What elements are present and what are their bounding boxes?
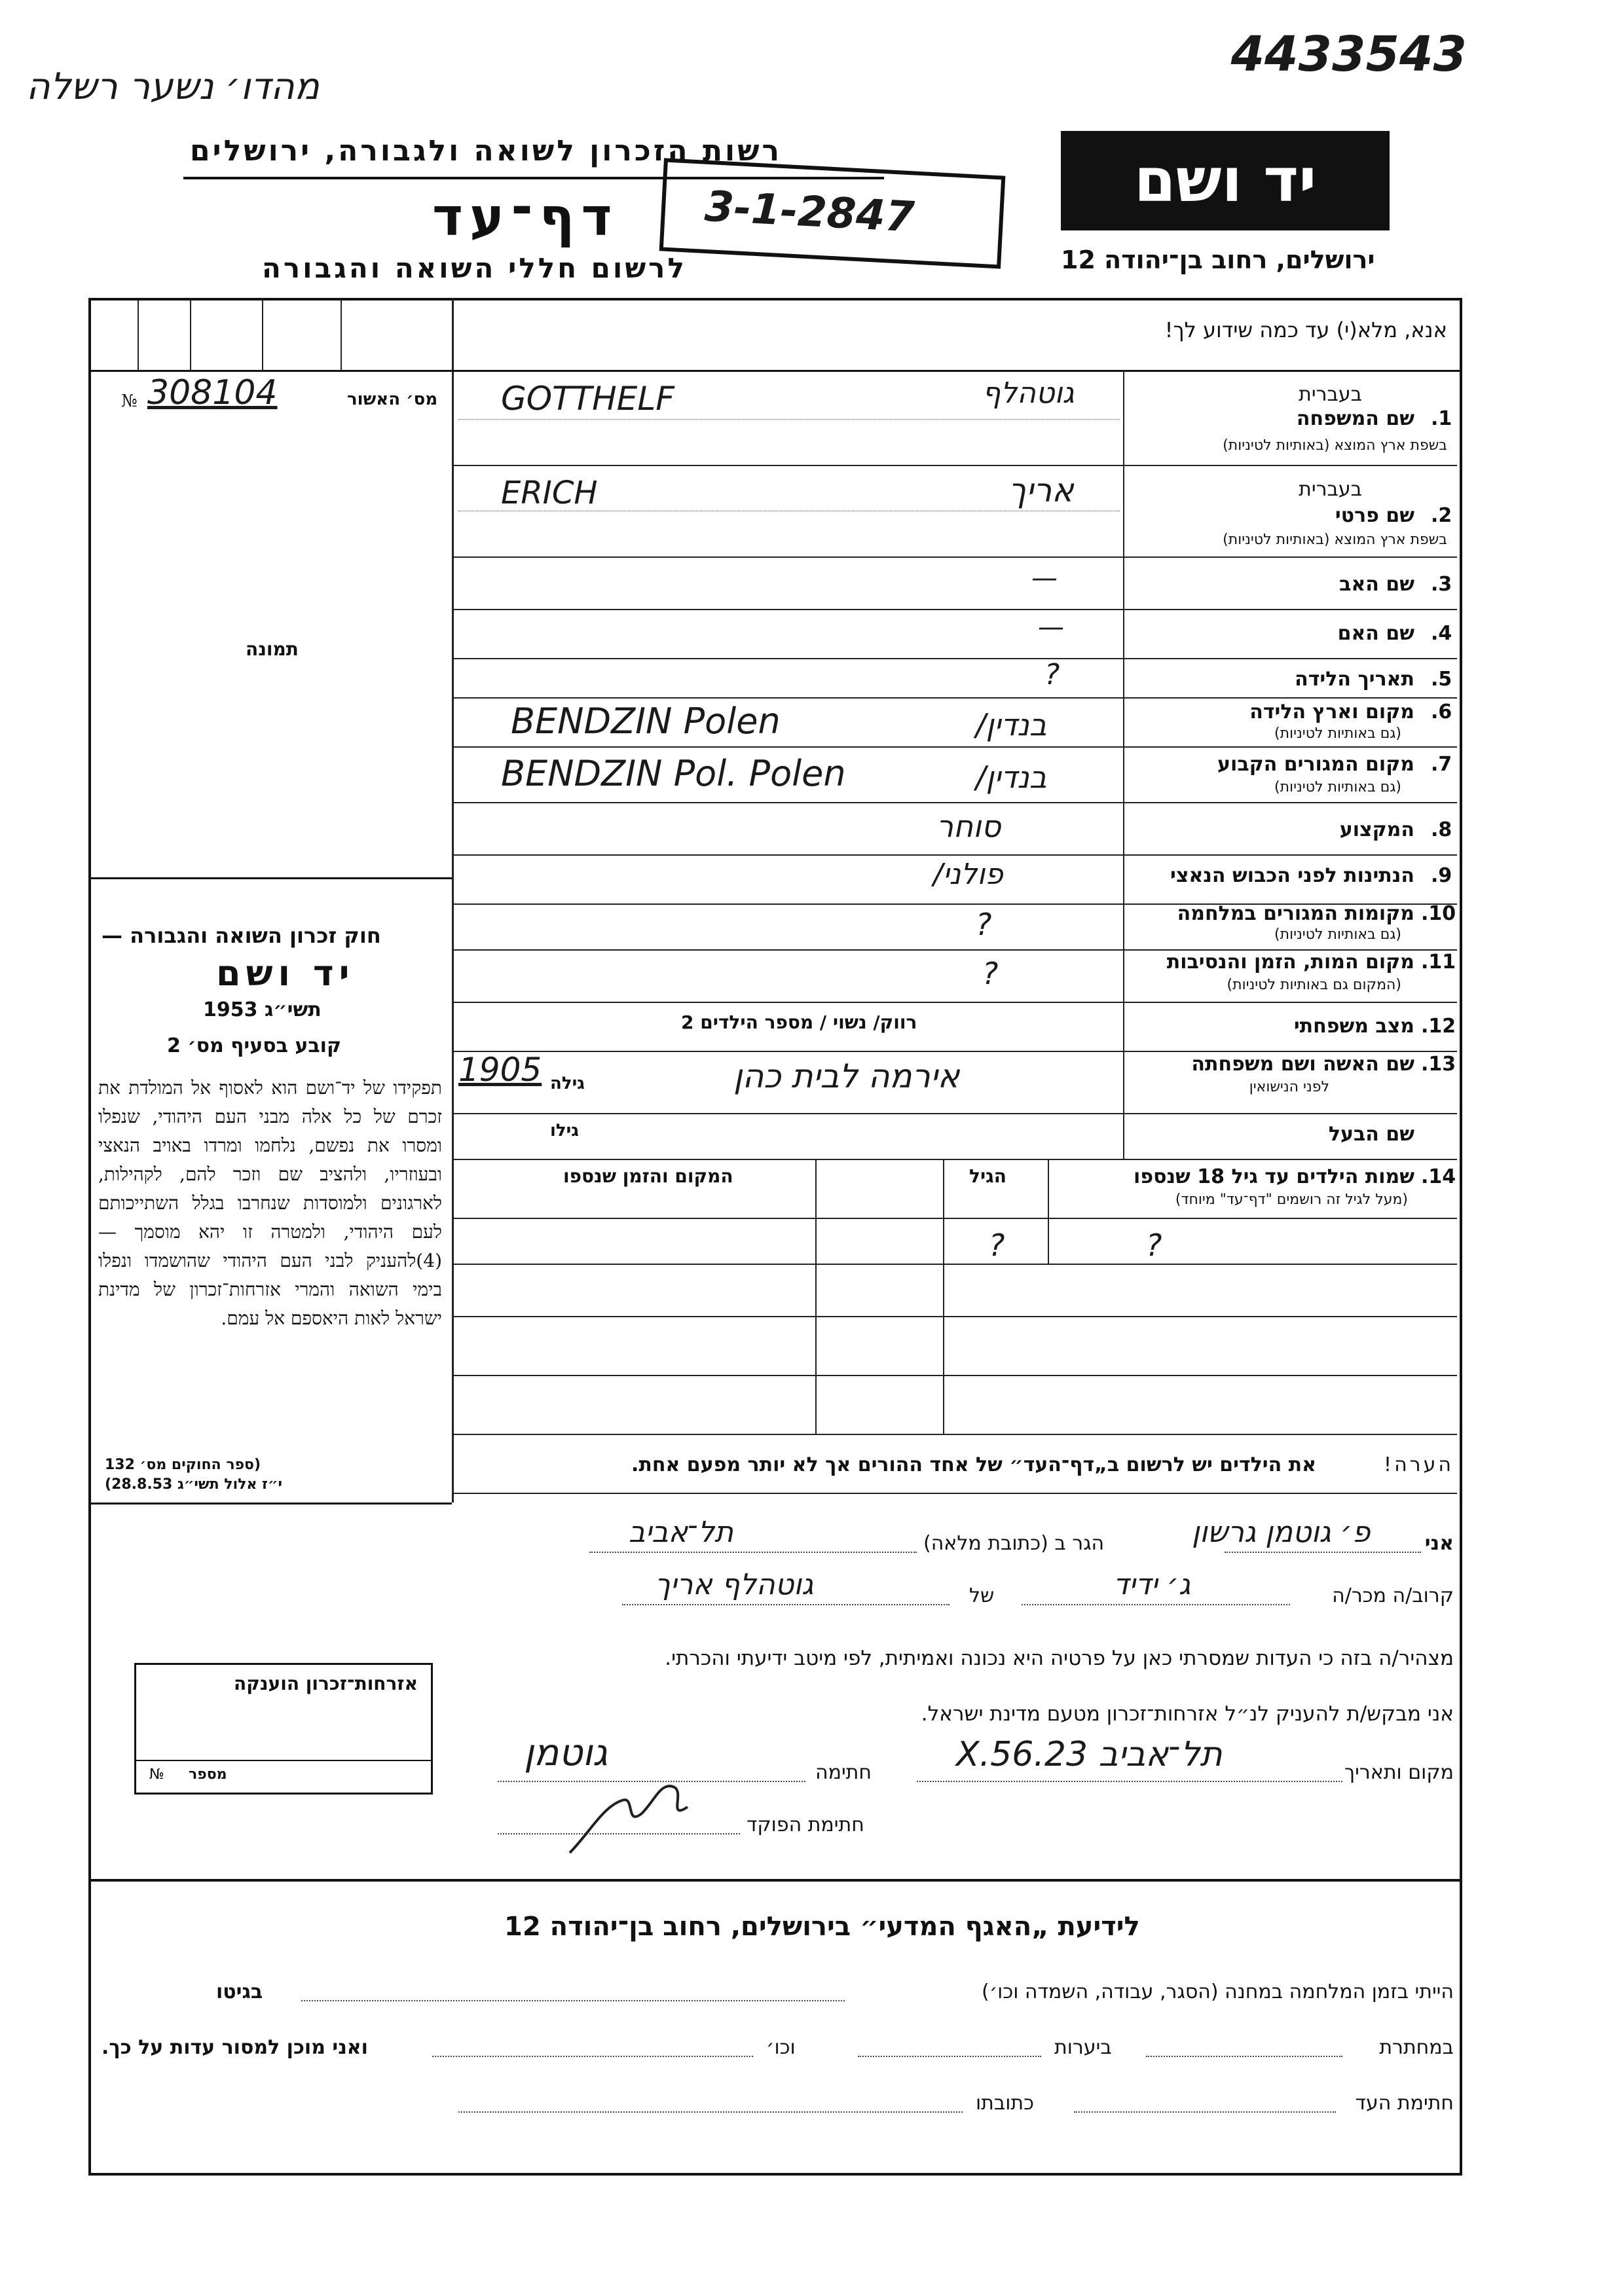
field-13-label: שם האשה ושם משפחתה xyxy=(1191,1053,1414,1076)
field-8-label: המקצוע xyxy=(1339,818,1414,841)
law-clause: קובע בסעיף מס׳ 2 xyxy=(167,1034,342,1057)
yad-vashem-logo: יד ושם xyxy=(1061,131,1390,230)
field-9-value: פולני/ xyxy=(933,858,1003,891)
field-6-num: 6. xyxy=(1431,701,1452,723)
field-7-value-heb: בנדין/ xyxy=(976,759,1047,795)
field-7-label: מקום המגורים הקבוע xyxy=(1217,753,1414,776)
field-14-num: 14. xyxy=(1421,1165,1456,1188)
field-13-age: 1905 xyxy=(458,1051,542,1089)
field-7-value-lat: BENDZIN Pol. Polen xyxy=(501,753,846,794)
field-1-heb-tag: בעברית xyxy=(1299,383,1362,406)
field-7-sub: (גם באותיות לטיניות) xyxy=(1274,779,1401,795)
cert-label: מס׳ האשור xyxy=(347,390,438,409)
field-9-label: הנתינות לפני הכבוש הנאצי xyxy=(1170,864,1414,887)
field-14-label: שמות הילדים עד גיל 18 שנספו xyxy=(1134,1165,1414,1188)
field-14-sub: (מעל לגיל זה רושמים "דף־עד" מיוחד) xyxy=(1175,1192,1408,1208)
bottom-line3-a: חתימת העד xyxy=(1355,2092,1454,2115)
field-13-age-label: גילה xyxy=(550,1074,585,1093)
field-2-sub: בשפת ארץ המוצא (באותיות לטיניות) xyxy=(1223,532,1447,548)
bottom-line2-b: ביערות xyxy=(1054,2036,1112,2059)
law-title: חוק זכרון השואה והגבורה — xyxy=(101,923,381,948)
citizenship-no-label: מספר xyxy=(189,1766,227,1783)
bottom-line2-d: ואני מוכן למסור עדות על כך. xyxy=(101,2036,368,2059)
law-ref-2: י״ז אלול תשי״ג 28.8.53) xyxy=(105,1476,283,1493)
law-year: תשי״ג 1953 xyxy=(203,998,322,1021)
field-13-sub: לפני הנישואין xyxy=(1249,1079,1329,1095)
field-3-num: 3. xyxy=(1431,573,1452,596)
field-10-value: ? xyxy=(976,907,992,942)
cert-number: 308104 xyxy=(147,373,278,412)
decl-relation-label: קרוב/ה מכר/ה xyxy=(1332,1584,1454,1607)
field-2-label: שם פרטי xyxy=(1335,504,1414,527)
field-10-sub: (גם באותיות לטיניות) xyxy=(1274,926,1401,943)
decl-place-date-label: מקום ותאריך xyxy=(1344,1761,1454,1784)
field-6-value-heb: בנדין/ xyxy=(976,707,1047,742)
field-13-value: אירמה לבית כהן xyxy=(733,1057,960,1095)
field-3-label: שם האב xyxy=(1339,573,1414,596)
archive-number: 4433543 xyxy=(1230,26,1467,82)
field-2-heb-tag: בעברית xyxy=(1299,478,1362,501)
field-1-sub: בשפת ארץ המוצא (באותיות לטיניות) xyxy=(1223,437,1447,454)
decl-signature-value: גוטמן xyxy=(524,1732,608,1774)
decl-i-label: אני xyxy=(1424,1532,1454,1555)
intro-text: אנא, מלא(י) עד כמה שידוע לך! xyxy=(1164,318,1447,342)
field-husband-label: שם הבעל xyxy=(1328,1123,1414,1146)
field-husband-age-label: גילו xyxy=(550,1121,579,1140)
field-1-value-heb: גוטהלף xyxy=(982,376,1075,410)
field-13-num: 13. xyxy=(1421,1053,1456,1076)
field-12-label: מצב משפחתי xyxy=(1293,1015,1414,1038)
decl-signature-label: חתימה xyxy=(815,1761,872,1784)
bottom-line1-a: הייתי בזמן המלחמה במחנה (הסגר, עבודה, השמדה וכו׳) xyxy=(981,1980,1454,2003)
field-10-num: 10. xyxy=(1421,902,1456,925)
decl-resides-value: תל־אביב xyxy=(629,1516,733,1549)
field-9-num: 9. xyxy=(1431,864,1452,887)
citizenship-box xyxy=(134,1663,433,1795)
stamp-number: 3-1-2847 xyxy=(703,182,916,242)
decl-i-value: פ׳ גוטמן גרשון xyxy=(1192,1516,1371,1549)
field-1-num: 1. xyxy=(1431,407,1452,430)
field-14-child-age: ? xyxy=(989,1228,1005,1263)
law-name: יד ושם xyxy=(216,953,355,994)
field-1-label: שם המשפחה xyxy=(1296,407,1414,430)
decl-declare-text: מצהיר/ה בזה כי העדות שמסרתי כאן על פרטיה היא נכונה ואמיתית, לפי מיטב ידיעתי והכרתי. xyxy=(665,1647,1454,1670)
field-1-value-lat: GOTTHELF xyxy=(501,380,674,418)
field-6-value-lat: BENDZIN Polen xyxy=(511,701,781,742)
field-14-col-place: המקום והזמן שנספו xyxy=(563,1165,733,1187)
citizenship-no-prefix: № xyxy=(149,1766,164,1783)
field-11-sub: (המקום גם באותיות לטיניות) xyxy=(1227,977,1401,993)
field-4-label: שם האם xyxy=(1337,622,1414,645)
photo-label: תמונה xyxy=(246,638,299,660)
field-6-label: מקום וארץ הלידה xyxy=(1249,701,1414,723)
field-11-label: מקום המות, הזמן והנסיבות xyxy=(1166,951,1414,974)
top-left-note: מהדו׳ נשער רשלה xyxy=(26,65,320,108)
note-label: הערה! xyxy=(1384,1453,1454,1476)
field-8-value: סוחר xyxy=(936,809,1001,844)
decl-relation-value: ג׳ ידיד xyxy=(1113,1568,1191,1601)
field-5-label: תאריך הלידה xyxy=(1295,668,1414,691)
field-6-sub: (גם באותיות לטיניות) xyxy=(1274,725,1401,742)
bottom-line2-c: וכו׳ xyxy=(766,2036,796,2059)
stamp xyxy=(659,158,1006,268)
field-2-value-lat: ERICH xyxy=(501,475,598,511)
address: ירושלים, רחוב בן־יהודה 12 xyxy=(1061,246,1375,274)
decl-place-date-value: תל־אביב 23.X.56 xyxy=(956,1735,1223,1774)
field-12-value: רווק/ נשוי / מספר הילדים 2 xyxy=(681,1011,917,1033)
field-3-value: — xyxy=(1031,563,1058,593)
citizenship-title: אזרחות־זכרון הוענקה xyxy=(234,1673,418,1694)
field-8-num: 8. xyxy=(1431,818,1452,841)
decl-official-label: חתימת הפוקד xyxy=(747,1813,864,1836)
decl-resides-label: הגר ב (כתובת מלאה) xyxy=(923,1532,1105,1555)
page-subtitle: לרשום חללי השואה והגבורה xyxy=(262,252,687,284)
law-text: תפקידו של יד־ושם הוא לאסוף אל המולדת את זכרם של כל אלה מבני העם היהודי, שנפלו ומסרו את נפשם, נלחמו ומרדו באויב הנאצי ובעוזריו, ולהציב שם וזכר להם, לקהילות, לארגונים ולמוסדות שנחרבו בגלל השתייכותם לעם היהודי, ולמטרה זו יהא מוסמך — (4)להעניק לבני העם היהודי שהושמדו ונפלו בימי השואה והמרי אזרחות־זכרון של מדינת ישראל לאות היאספם אל עמם. xyxy=(98,1077,442,1329)
bottom-line3-b: כתובתו xyxy=(976,2092,1034,2115)
field-10-label: מקומות המגורים במלחמה xyxy=(1177,902,1414,925)
decl-of-value: גוטהלף אריך xyxy=(655,1568,814,1601)
field-2-value-heb: אריך xyxy=(1008,471,1074,509)
field-7-num: 7. xyxy=(1431,753,1452,776)
field-2-num: 2. xyxy=(1431,504,1452,527)
bottom-line1-b: בגיטו xyxy=(216,1980,263,2003)
field-4-value: — xyxy=(1038,612,1064,642)
official-signature-scribble xyxy=(563,1761,694,1866)
field-12-num: 12. xyxy=(1421,1015,1456,1038)
field-5-num: 5. xyxy=(1431,668,1452,691)
cert-no-prefix: № xyxy=(121,392,138,411)
decl-request-text: אני מבקש/ת להעניק לנ״ל אזרחות־זכרון מטעם מדינת ישראל. xyxy=(921,1702,1454,1726)
bottom-line2-a: במחתרת xyxy=(1379,2036,1454,2059)
bottom-title: לידיעת „האגף המדעי״ בירושלים, רחוב בן־יהודה 12 xyxy=(504,1912,1140,1942)
field-14-child-name: ? xyxy=(1146,1228,1162,1263)
field-5-value: ? xyxy=(1044,658,1060,691)
note-text: את הילדים יש לרשום ב„דף־העד״ של אחד ההורים אך לא יותר מפעם אחת. xyxy=(631,1453,1316,1476)
field-11-num: 11. xyxy=(1421,951,1456,974)
page-title: דף־עד xyxy=(432,187,619,247)
field-14-col-age: הגיל xyxy=(969,1165,1006,1187)
decl-of-label: של xyxy=(969,1584,995,1607)
field-4-num: 4. xyxy=(1431,622,1452,645)
law-ref-1: (ספר החוקים מס׳ 132 xyxy=(105,1457,261,1473)
field-11-value: ? xyxy=(982,956,999,991)
org-line: רשות הזכרון לשואה ולגבורה, ירושלים xyxy=(190,134,782,168)
